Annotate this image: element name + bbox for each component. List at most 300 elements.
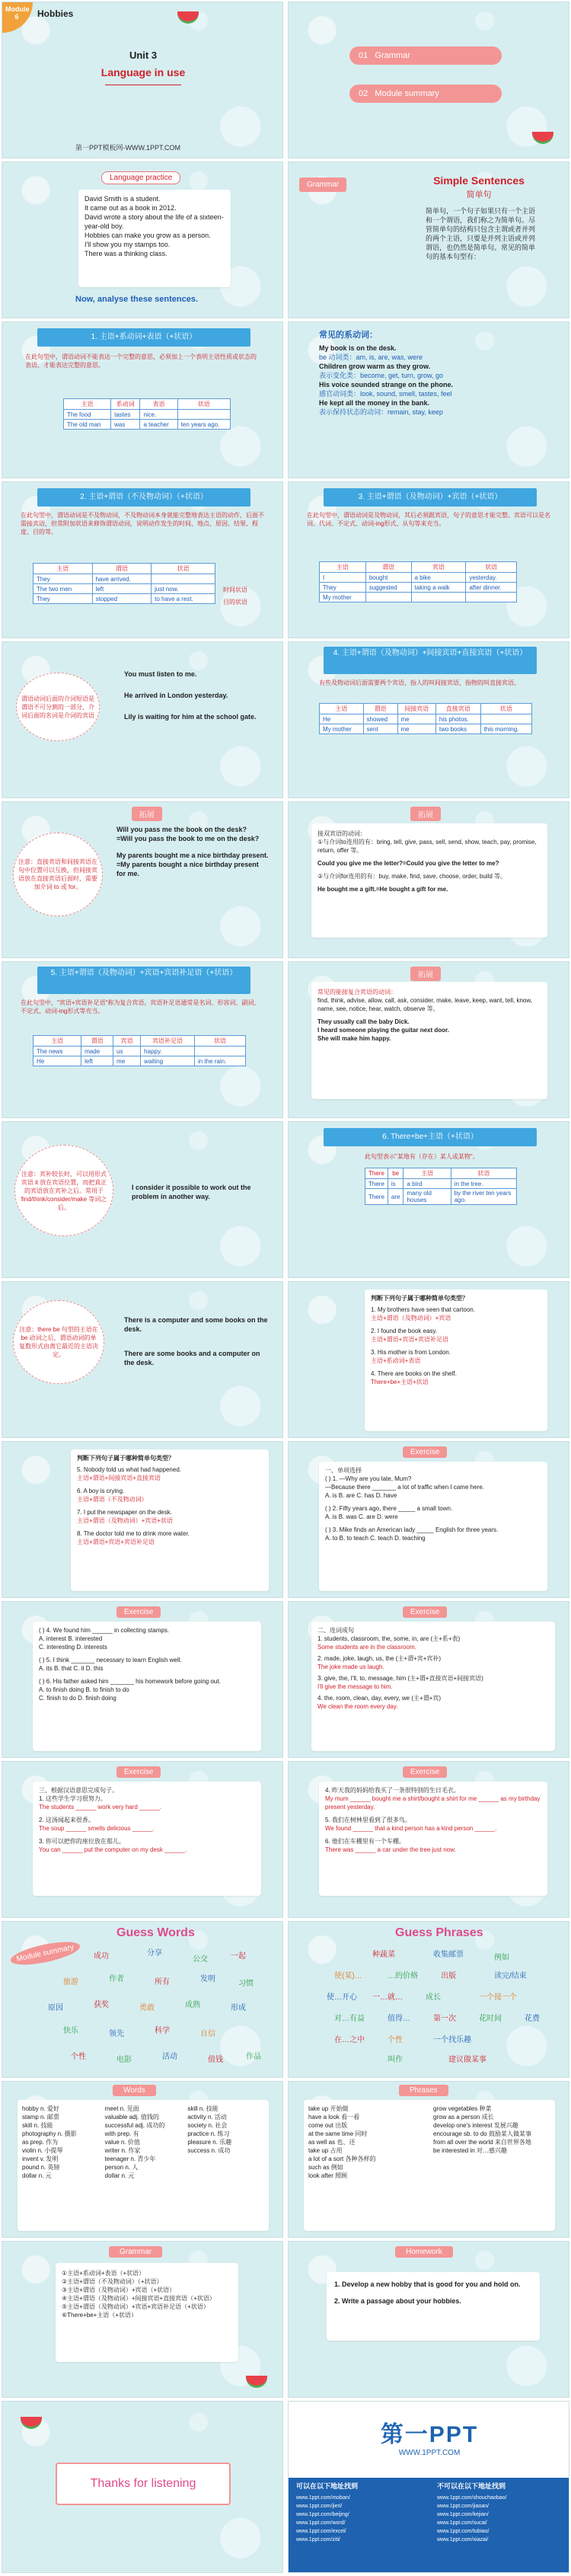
slide-1[interactable] [2, 2, 283, 158]
judge-q: 6. A boy is crying. [77, 1488, 125, 1494]
exercise-card-5 [319, 1782, 547, 1896]
slide-21[interactable] [2, 1601, 283, 1758]
word-item: violin n. 小提琴 [22, 2147, 63, 2154]
unit-title: Unit 3 [129, 50, 158, 61]
phrases-col-2 [433, 2105, 550, 2226]
th: 状语 [177, 399, 230, 410]
word-item: meet n. 见面 [104, 2105, 139, 2112]
th: 谓语 [92, 564, 152, 574]
slide-27[interactable] [2, 2081, 283, 2238]
example-line: I consider it possible to work out the problem in another way. [132, 1184, 251, 1200]
note-bubble: 注意：there be 句型的主语在 be 动词之后，谓语动词的单复数形式由离它最近的主语决定。 [13, 1300, 104, 1384]
judge-q: 4. There are books on the shelf. [371, 1370, 457, 1377]
pattern-bar-6: 6. There+be+主语（+状语） [324, 1128, 537, 1146]
guess-phrase: 一个找乐趣 [433, 2036, 471, 2044]
word-item: invent v. 发明 [22, 2156, 59, 2162]
td: The old man [64, 420, 111, 430]
links-panel [289, 2478, 569, 2573]
exercise-answer: Some students are in the classroom. [317, 1644, 416, 1651]
phrase-item: such as 例如 [308, 2164, 343, 2171]
th: There [365, 1168, 388, 1179]
exercise-item: 3. give, the, I'll, to, message, him (主+谓+直接宾语+间接宾语) [317, 1675, 483, 1682]
th: 状语 [466, 562, 517, 573]
exercise-sub: 三、根据汉语意思完成句子。 [39, 1787, 118, 1794]
pattern-desc-1: 在此句型中，谓语动词不能表达一个完整的意思，必须加上一个表明主语性质或状态的表语，才能表达完整的意思。 [25, 353, 257, 369]
exercise-item: A. to finish doing B. to finish to do [39, 1686, 129, 1693]
guess-phrase: 读完/结束 [494, 1972, 527, 1980]
note-bubble: 注意：直接宾语和间接宾语在句中位置可以互换，但间接宾语放在直接宾语后面时，需要加介词 to 或 for。 [13, 833, 103, 916]
judge-q: 2. I found the book easy. [371, 1328, 438, 1334]
example-line: They usually call the baby Dick. [317, 1018, 410, 1025]
word-item: skill n. 技能 [22, 2122, 53, 2129]
example-line: She will make him happy. [317, 1035, 391, 1042]
exercise-item: A. to B. to teach C. teach D. teaching [325, 1535, 426, 1542]
slide-31[interactable] [2, 2401, 283, 2573]
th: 主语 [404, 1168, 451, 1179]
td: us [113, 1047, 141, 1056]
phrase-item: be interested in 对…感兴趣 [433, 2147, 507, 2154]
practice-line-4: Hobbies can make you grow as a person. [85, 232, 211, 239]
slide-8[interactable] [288, 481, 569, 638]
guess-phrases-title: Guess Phrases [395, 1926, 483, 1939]
td: a bike [411, 573, 466, 583]
word-item: as prep. 作为 [22, 2139, 59, 2146]
td: suggested [365, 583, 411, 593]
guess-word: 公交 [193, 1955, 208, 1964]
words-title: Words [113, 2085, 156, 2096]
td [365, 593, 411, 602]
word-item: valuable adj. 值钱的 [104, 2114, 159, 2121]
slide-26[interactable] [288, 1921, 569, 2078]
td: a teacher [140, 420, 177, 430]
word-item: dollar n. 元 [104, 2172, 135, 2179]
guess-phrase: 在…之中 [334, 2036, 365, 2044]
slide-24[interactable] [288, 1761, 569, 1918]
slide-25[interactable] [2, 1921, 283, 2078]
td [480, 714, 531, 724]
example-line: I heard someone playing the guitar next door. [317, 1027, 449, 1034]
judge-a: There+be+主语+状语 [371, 1379, 429, 1385]
guess-word: 发明 [200, 1975, 215, 1983]
exercise-answer: You can ______ put the computer on my desk ______. [39, 1846, 187, 1853]
guess-phrase: 个性 [388, 2036, 403, 2044]
td: taking a walk [411, 583, 466, 593]
pattern-bar-5: 5. 主语+谓语（及物动词）+宾语+宾语补足语（+状语） [37, 967, 250, 994]
link[interactable]: www.1ppt.com/excel/ [296, 2529, 346, 2534]
complex-title: 常见的能接复合宾语的动词： [317, 989, 397, 996]
slide-6[interactable] [288, 321, 569, 478]
outline-item-2[interactable] [349, 85, 502, 103]
slide-29[interactable] [2, 2241, 283, 2398]
slide-7[interactable] [2, 481, 283, 638]
th: 状语 [480, 704, 531, 714]
slide-2[interactable] [288, 2, 569, 158]
link[interactable]: www.1ppt.com/ziti/ [296, 2537, 340, 2542]
exercise-item: ( ) 1. —Why are you late, Mum? [325, 1475, 412, 1482]
th: 谓语 [365, 562, 411, 573]
phrase-item: encourage sb. to do 鼓励某人做某事 [433, 2130, 531, 2137]
links-right [429, 2478, 569, 2573]
exercise-answer: The students ______ work very hard ______. [39, 1804, 161, 1811]
practice-card [78, 190, 231, 287]
pattern-bar-4: 4. 主语+谓语（及物动词）+间接宾语+直接宾语（+状语） [324, 647, 537, 674]
exercise-answer: The joke made us laugh. [317, 1664, 384, 1670]
exercise-badge: Exercise [403, 1766, 447, 1778]
outline-label-1: Grammar [375, 51, 410, 60]
thanks-text: Thanks for listening [56, 2463, 231, 2505]
td: made [81, 1047, 113, 1056]
word-item: skill n. 技能 [187, 2105, 219, 2112]
linking-line: 感官动词类：look, sound, smell, tastes, feel [319, 390, 452, 398]
slide-13[interactable] [2, 961, 283, 1118]
th: 状语 [152, 564, 215, 574]
td: bought [365, 573, 411, 583]
judge-a: 主语+谓语+间接宾语+直接宾语 [77, 1475, 161, 1481]
guess-word: 原因 [48, 2004, 63, 2012]
phrase-item: a lot of a sort 各种各样的 [308, 2156, 376, 2162]
pattern-table-5 [33, 1035, 246, 1066]
guess-phrase: 第一次 [433, 2015, 456, 2023]
example-list [124, 670, 269, 721]
td: sent [363, 724, 397, 734]
phrases-card [304, 2100, 555, 2231]
outline-num-1: 01 [359, 51, 368, 60]
example-line: =My parents bought a nice birthday present for me. [116, 861, 259, 877]
guess-word: 电影 [116, 2056, 132, 2064]
exercise-item: C. finish to do D. finish doing [39, 1695, 116, 1702]
linking-line: Children grow warm as they grow. [319, 363, 431, 370]
watermelon-icon [21, 2417, 42, 2429]
extend-line: 接双宾语的动词： [317, 830, 366, 837]
grammar-item: ⑥There+be+主语（+状语） [62, 2312, 137, 2319]
exercise-item: ( ) 6. His father asked him _______ his homework before going out. [39, 1678, 221, 1685]
guess-phrase: 使…开心 [327, 1993, 357, 2002]
link[interactable]: www.1ppt.com/tubiao/ [437, 2529, 490, 2534]
simple-title: Simple Sentences [433, 174, 525, 187]
th: 宾语 [113, 1036, 141, 1047]
link[interactable]: www.1ppt.com/beijing/ [296, 2512, 349, 2517]
td: My mother [320, 593, 366, 602]
td: The two men [33, 584, 93, 594]
td: There [365, 1189, 388, 1205]
td: The news [33, 1047, 81, 1056]
word-item: value n. 价值 [104, 2139, 140, 2146]
exercise-item: 4. the, room, clean, day, every, we (主+谓+宾) [317, 1695, 441, 1702]
exercise-sub: 二、连词成句 [317, 1627, 354, 1634]
td: many old houses [404, 1189, 451, 1205]
phrase-item: as well as 也、还 [308, 2139, 356, 2146]
slide-9[interactable] [2, 641, 283, 798]
td: The food [64, 410, 111, 420]
guess-word: 分享 [147, 1949, 162, 1958]
guess-phrase: 成长 [426, 1993, 441, 2002]
word-item: practice n. 练习 [187, 2130, 230, 2137]
judge-card-1 [365, 1290, 547, 1431]
example-line: =Will you pass the book to me on the desk? [116, 835, 260, 842]
complex-body: find, think, advise, allow, call, ask, consider, make, leave, keep, want, tell, know, name, see, notice, hear, watch, observe 等。 [317, 997, 532, 1012]
link[interactable]: www.1ppt.com/xiazai/ [437, 2537, 489, 2542]
word-item: hobby n. 爱好 [22, 2105, 59, 2112]
guess-word: 自信 [200, 2030, 215, 2038]
guess-phrase: 使(某)… [334, 1972, 362, 1980]
link[interactable]: www.1ppt.com/jieri/ [296, 2504, 343, 2509]
phrase-item: take up 开始做 [308, 2105, 349, 2112]
note-bubble: 注意：宾补较长时，可以用形式宾语 it 放在宾语位置，而把真正的宾语放在宾补之后。常用于 find/think/consider/make 等词之后。 [14, 1145, 113, 1236]
slide-3[interactable] [2, 161, 283, 318]
linking-line: My book is on the desk. [319, 344, 397, 352]
practice-line-5: I'll show you my stamps too. [85, 241, 171, 248]
th: 宾语补足语 [141, 1036, 195, 1047]
homework-card [327, 2272, 540, 2341]
linking-line: 表示保持状态的动词：remain, stay, keep [319, 408, 443, 416]
example-line: Lily is waiting for him at the school gate. [124, 713, 257, 721]
guess-word: 勇敢 [139, 2004, 155, 2012]
double-object-list [116, 825, 269, 878]
guess-word: 快乐 [63, 2027, 78, 2035]
grammar-badge: Grammar [299, 177, 346, 192]
word-item: stamp n. 邮票 [22, 2114, 59, 2121]
brand-logo: 第一PPT [380, 2422, 479, 2447]
guess-word: 所有 [155, 1978, 170, 1986]
guess-words-title: Guess Words [116, 1926, 195, 1939]
td: stopped [92, 594, 152, 604]
pattern-table-1 [63, 398, 231, 430]
hobbies-label: Hobbies [37, 8, 74, 19]
td: He [33, 1056, 81, 1066]
linking-list [319, 344, 547, 417]
td: They [33, 594, 93, 604]
word-item: writer n. 作家 [104, 2147, 141, 2154]
slide-32[interactable] [288, 2401, 569, 2573]
td: have arrived. [92, 574, 152, 584]
slide-18[interactable] [288, 1281, 569, 1438]
judge-title: 判断下列句子属于哪种简单句类型？ [371, 1295, 468, 1302]
guess-phrase: 例如 [494, 1954, 509, 1962]
exercise-card-2 [33, 1622, 261, 1751]
td: me [113, 1056, 141, 1066]
exercise-item: 4. 昨天我的妈妈给我买了一条很特别的生日毛衣。 [325, 1787, 460, 1794]
pattern-desc-2: 在此句型中，谓语动词是不及物动词，不及物动词本身就能完整地表达主语的动作，后面不需接宾语，但常附加状语来修饰谓语动词，说明动作发生的时间、地点、原因、结果、程度、目的等。 [21, 512, 264, 535]
td: in the rain. [194, 1056, 245, 1066]
exercise-badge: Exercise [403, 1606, 447, 1618]
td: There [365, 1179, 388, 1189]
link[interactable]: www.1ppt.com/shouchaobao/ [437, 2495, 507, 2501]
th: be [388, 1168, 404, 1179]
td: this morning. [480, 724, 531, 734]
exercise-card-4 [33, 1782, 261, 1896]
td: in the tree. [451, 1179, 516, 1189]
phrase-item: at the same time 同时 [308, 2130, 368, 2137]
words-col-3 [187, 2105, 264, 2226]
extend-line: Could you give me the letter?=Could you give the letter to me? [317, 860, 499, 867]
th: 谓语 [81, 1036, 113, 1047]
slide-30[interactable] [288, 2241, 569, 2398]
guess-phrase: 值得… [388, 2015, 410, 2023]
pattern-desc-3: 在此句型中，谓语动词是及物动词，其后必须跟宾语，句子的意思才能完整。宾语可以是名词、代词、不定式、动词-ing形式、从句等来充当。 [307, 512, 550, 527]
td: by the river ten years ago. [451, 1189, 516, 1205]
slide-20[interactable] [288, 1441, 569, 1598]
links-left-title: 可以在以下地址找到 [296, 2482, 359, 2490]
slide-5[interactable] [2, 321, 283, 478]
pattern-desc-6: 此句型表示"某地有（存在）某人或某物"。 [365, 1153, 479, 1160]
judge-title: 判断下列句子属于哪种简单句类型？ [77, 1455, 174, 1462]
phrase-item: grow vegetables 种菜 [433, 2105, 492, 2112]
homework-title: Homework [395, 2246, 453, 2258]
td: two books [435, 724, 480, 734]
complex-object-card [311, 982, 547, 1099]
pattern-table-2 [33, 563, 215, 604]
exercise-item: A. its B. that C. it D. this [39, 1665, 104, 1672]
slide-14[interactable] [288, 961, 569, 1118]
judge-a: 主语+谓语（不及物动词） [77, 1496, 148, 1503]
slide-11[interactable] [2, 801, 283, 958]
td: He [320, 714, 364, 724]
outline-item-1[interactable] [349, 46, 502, 65]
words-card [18, 2100, 269, 2231]
simple-body: 简单句，一个句子如果只有一个主语和一个谓语，我们称之为简单句。尽管简单句的结构只包含主谓或者并列的两个主语，只要是并列主语或并列谓语，也仍然是简单句。常见的简单句的基本句型有： [426, 207, 536, 260]
th: 主语 [64, 399, 111, 410]
exercise-item: 6. 他们在车棚里有一个车棚。 [325, 1838, 405, 1845]
grammar-item: ②主语+谓语（不及物动词）（+状语） [62, 2278, 163, 2285]
pattern-desc-5: 在此句型中，"宾语+宾语补足语"称为复合宾语。宾语补足语通常是名词、形容词、副词、不定式、动词-ing形式等充当。 [21, 999, 260, 1015]
link[interactable]: www.1ppt.com/moban/ [296, 2495, 350, 2501]
practice-line-2: It came out as a book in 2012. [85, 204, 177, 212]
td: They [320, 583, 366, 593]
phrase-item: come out 出版 [308, 2122, 348, 2129]
note-bubble: 谓语动词后面的介词短语是谓语不可分割的一部分，介词后面的名词是介词的宾语 [16, 673, 100, 741]
th: 间接宾语 [397, 704, 435, 714]
guess-word: 科学 [155, 2027, 170, 2035]
exercise-item: A. interest B. interested [39, 1635, 103, 1642]
exercise-answer: We found ______ that a kind person has a kind person ______. [325, 1825, 497, 1832]
guess-phrase: 花费 [525, 2015, 540, 2023]
judge-a: 主语+谓语+宾语+宾语补足语 [77, 1539, 155, 1545]
judge-q: 3. His mother is from London. [371, 1349, 451, 1356]
td: My mother [320, 724, 364, 734]
example-line: He arrived in London yesterday. [124, 692, 228, 699]
slide-22[interactable] [288, 1601, 569, 1758]
guess-word: 形成 [231, 2004, 246, 2012]
link[interactable]: www.1ppt.com/jiaoan/ [437, 2504, 490, 2509]
td: waiting [141, 1056, 195, 1066]
words-col-2 [105, 2105, 182, 2226]
guess-word: 领先 [109, 2030, 124, 2038]
judge-a: 主语+系动词+表语 [371, 1357, 421, 1364]
word-item: person n. 人 [104, 2164, 139, 2171]
link[interactable]: www.1ppt.com/sucai/ [437, 2520, 487, 2526]
slide-23[interactable] [2, 1761, 283, 1918]
example-line: There are some books and a computer on the desk. [124, 1350, 260, 1366]
links-left [289, 2478, 429, 2573]
pattern-table-4 [319, 703, 532, 734]
phrase-item: have a look 看一看 [308, 2114, 360, 2121]
th: 状语 [194, 1036, 245, 1047]
td: happy. [141, 1047, 195, 1056]
th: 状语 [451, 1168, 516, 1179]
slide-15[interactable] [2, 1121, 283, 1278]
slide-19[interactable] [2, 1441, 283, 1598]
guess-word: 成熟 [185, 2001, 200, 2009]
linking-line: be 动词类：am, is, are, was, were [319, 353, 423, 361]
watermelon-icon [177, 11, 199, 24]
pattern-table-6 [365, 1168, 517, 1205]
th: 主语 [320, 704, 364, 714]
words-col-1 [22, 2105, 99, 2226]
phrase-item: develop one's interest 发展兴趣 [433, 2122, 518, 2129]
td: me [397, 714, 435, 724]
link[interactable]: www.1ppt.com/kejian/ [437, 2512, 489, 2517]
th: 主语 [33, 1036, 81, 1047]
slide-17[interactable] [2, 1281, 283, 1438]
exercise-item: C. interesting D. interests [39, 1644, 107, 1651]
grammar-summary-title: Grammar [109, 2246, 162, 2258]
exercise-item: A. is B. are C. has D. have [325, 1492, 397, 1499]
linking-title: 常见的系动词： [319, 331, 378, 340]
slide-12[interactable] [288, 801, 569, 958]
practice-line-1: David Smith is a student. [85, 195, 161, 203]
judge-a: 主语+谓语+宾语+宾语补足语 [371, 1336, 449, 1343]
exercise-card-3 [311, 1622, 555, 1751]
link[interactable]: www.1ppt.com/word/ [296, 2520, 346, 2526]
slide-4[interactable] [288, 161, 569, 318]
slide-28[interactable] [288, 2081, 569, 2238]
slide-16[interactable] [288, 1121, 569, 1278]
word-item: society n. 社会 [187, 2122, 228, 2129]
phrases-col-1 [308, 2105, 426, 2226]
pattern-desc-4: 有些及物动词后面需要两个宾语，指人的叫间接宾语，指物的叫直接宾语。 [319, 679, 520, 686]
module-label: Module 6 [5, 5, 30, 21]
phrase-item: look after 照顾 [308, 2172, 348, 2179]
extend-card [311, 823, 547, 938]
there-be-examples [124, 1315, 269, 1367]
extend-line: He bought me a gift.=He bought a gift for me. [317, 886, 448, 893]
guess-phrase: 出版 [441, 1972, 456, 1980]
judge-q: 1. My brothers have seen that cartoon. [371, 1306, 475, 1313]
exercise-item: 1. students, classroom, the, some, in, are (主+系+表) [317, 1635, 461, 1642]
guess-word: 习惯 [238, 1980, 254, 1988]
linking-line: He kept all the money in the bank. [319, 399, 430, 407]
grammar-item: ③主语+谓语（及物动词）+宾语（+状语） [62, 2287, 176, 2293]
guess-phrase: 建议做某事 [448, 2056, 486, 2064]
brand-url[interactable]: WWW.1PPT.COM [398, 2449, 461, 2457]
example-line: There is a computer and some books on the desk. [124, 1316, 268, 1333]
slide-10[interactable] [288, 641, 569, 798]
th: 直接宾语 [435, 704, 480, 714]
note-time: 时间状语 [223, 586, 247, 593]
td: are [388, 1189, 404, 1205]
homework-item: 1. Develop a new hobby that is good for you and hold on. [334, 2280, 521, 2288]
td: was [111, 420, 140, 430]
word-item: dollar n. 元 [22, 2172, 52, 2179]
grammar-item: ①主语+系动词+表语（+状语） [62, 2270, 145, 2277]
watermelon-icon [246, 2376, 267, 2388]
th: 主语 [320, 562, 366, 573]
exercise-item: —Because there _______ a lot of traffic when I came here. [325, 1484, 484, 1491]
td: I [320, 573, 366, 583]
practice-tag: Language practice [101, 171, 180, 184]
judge-a: 主语+谓语（及物动词）+宾语+状语 [77, 1517, 174, 1524]
td: his photos. [435, 714, 480, 724]
td: showed [363, 714, 397, 724]
guess-word: 活动 [162, 2053, 177, 2061]
phrase-item: from all over the world 来自世界各地 [433, 2139, 531, 2146]
word-item: pleasure n. 乐趣 [187, 2139, 232, 2146]
td: is [388, 1179, 404, 1189]
guess-phrase: 一个接一个 [479, 1993, 517, 2002]
guess-phrase: …的价格 [388, 1972, 418, 1980]
simple-subtitle: 简单句 [466, 190, 492, 200]
guess-word: 作者 [109, 1975, 124, 1983]
